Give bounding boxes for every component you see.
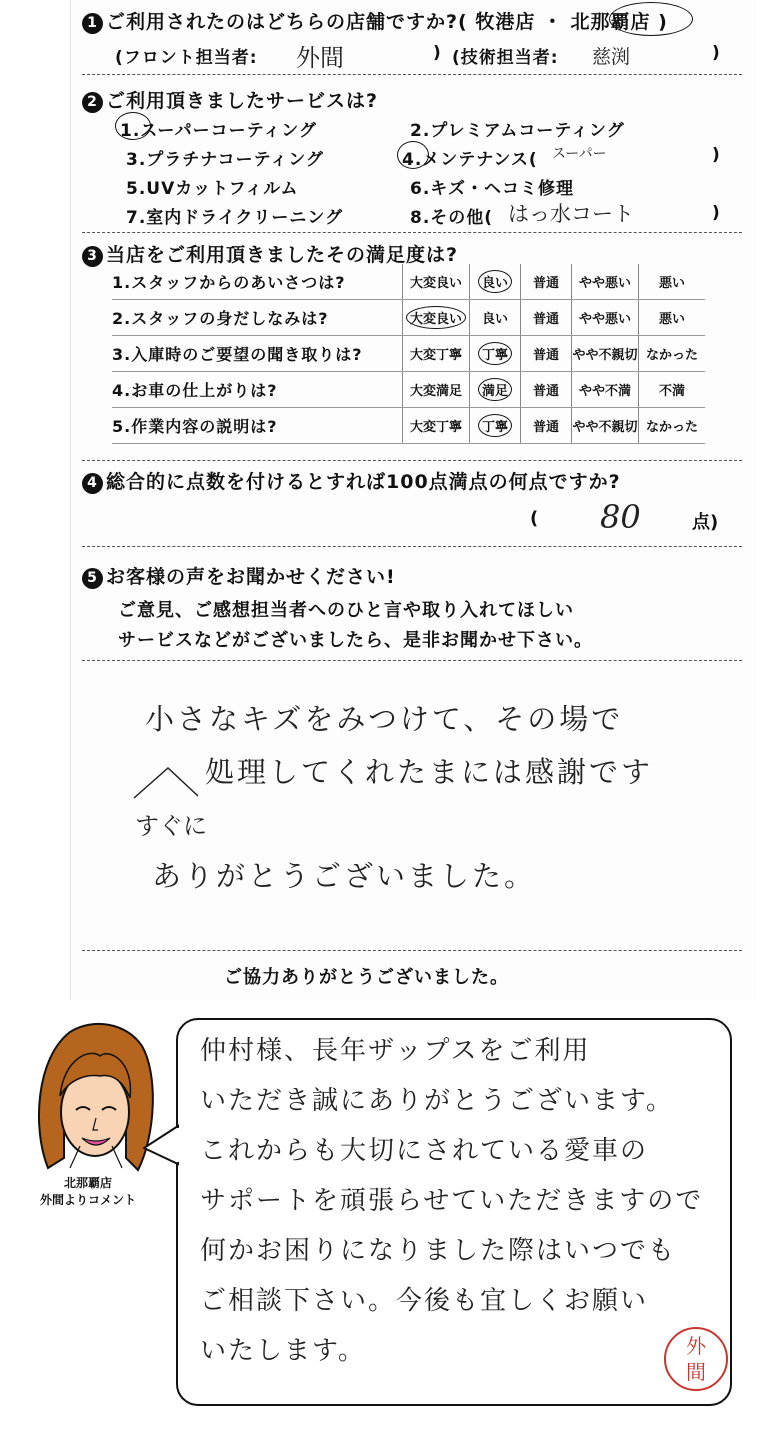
option-label: 普通 bbox=[532, 384, 559, 399]
service-4-handwritten: スーパー bbox=[552, 146, 607, 162]
satisfaction-option bbox=[639, 408, 706, 444]
option-label: 普通 bbox=[532, 276, 559, 291]
selected-option-circle: 丁寧 bbox=[478, 342, 512, 365]
staff-comment-line: ご相談下さい。今後も宜しくお願い bbox=[200, 1286, 649, 1316]
question-5-line2: ご意見、ご感想担当者へのひと言や取り入れてほしい bbox=[118, 600, 574, 621]
selected-option-circle: 良い bbox=[478, 270, 512, 293]
option-label: やや悪い bbox=[578, 276, 631, 291]
option-label: 大変満足 bbox=[409, 384, 462, 399]
option-label: 普通 bbox=[532, 420, 559, 435]
insertion-caret bbox=[132, 762, 202, 802]
satisfaction-option bbox=[639, 300, 706, 336]
question-2-number: 2 bbox=[82, 92, 103, 113]
satisfaction-option bbox=[470, 300, 521, 336]
staff-avatar bbox=[30, 1018, 160, 1173]
satisfaction-question: 3.入庫時のご要望の聞き取りは? bbox=[112, 336, 403, 372]
service-4-close: ) bbox=[712, 145, 721, 165]
staff-comment-line: いたします。 bbox=[200, 1336, 366, 1366]
service-8-close: ) bbox=[712, 203, 721, 223]
staff-comment-line: いただき誠にありがとうございます。 bbox=[200, 1086, 674, 1116]
customer-comment-insert: すぐに bbox=[135, 812, 207, 840]
service-option-6: 6.キズ・ヘコミ修理 bbox=[410, 179, 574, 199]
satisfaction-row bbox=[112, 336, 705, 372]
question-2-text: ご利用頂きましたサービスは? bbox=[106, 90, 379, 112]
bubble-tail bbox=[143, 1124, 181, 1168]
tech-staff-value: 慈渕 bbox=[592, 46, 631, 68]
divider bbox=[82, 74, 742, 75]
satisfaction-option bbox=[639, 264, 706, 300]
option-label: 普通 bbox=[532, 312, 559, 327]
satisfaction-option bbox=[470, 336, 521, 372]
question-1 bbox=[82, 7, 668, 34]
satisfaction-question: 5.作業内容の説明は? bbox=[112, 408, 403, 444]
thanks-text: ご協力ありがとうございました。 bbox=[224, 967, 509, 988]
staff-comment-line: サポートを頑張らせていただきますので bbox=[200, 1186, 704, 1216]
staff-seal-stamp bbox=[664, 1327, 728, 1391]
option-label: 大変丁寧 bbox=[409, 348, 462, 363]
satisfaction-option bbox=[572, 372, 639, 408]
divider bbox=[82, 460, 742, 461]
service-option-8: 8.その他( bbox=[410, 208, 494, 228]
option-label: 悪い bbox=[658, 312, 685, 327]
option-label: なかった bbox=[645, 348, 698, 363]
staff-store: 北那覇店 bbox=[63, 1176, 112, 1190]
option-label: やや不親切 bbox=[572, 348, 638, 363]
satisfaction-option bbox=[572, 264, 639, 300]
satisfaction-question: 1.スタッフからのあいさつは? bbox=[112, 264, 403, 300]
front-staff-value: 外間 bbox=[296, 44, 344, 72]
divider bbox=[82, 950, 742, 951]
selected-option-circle: 大変良い bbox=[406, 306, 466, 329]
satisfaction-option bbox=[639, 336, 706, 372]
satisfaction-option bbox=[521, 336, 572, 372]
question-1-text: ご利用されたのはどちらの店舗ですか?( 牧港店 ・ 北那覇店 ) bbox=[106, 11, 668, 33]
satisfaction-option bbox=[470, 372, 521, 408]
satisfaction-option bbox=[521, 372, 572, 408]
option-label: なかった bbox=[645, 420, 698, 435]
option-label: 悪い bbox=[658, 276, 685, 291]
option-label: 普通 bbox=[532, 348, 559, 363]
service-4-circle bbox=[397, 141, 429, 169]
question-5-line3: サービスなどがございましたら、是非お聞かせ下さい。 bbox=[118, 630, 593, 651]
question-3-number: 3 bbox=[82, 246, 103, 267]
stamp-char-1: 外 bbox=[686, 1334, 706, 1358]
option-label: やや悪い bbox=[578, 312, 631, 327]
service-8-handwritten: はっ水コート bbox=[508, 202, 634, 226]
divider bbox=[82, 660, 742, 661]
satisfaction-question: 2.スタッフの身だしなみは? bbox=[112, 300, 403, 336]
service-option-4: 4.メンテナンス( bbox=[402, 150, 538, 170]
satisfaction-option bbox=[521, 300, 572, 336]
question-4-text: 総合的に点数を付けるとすれば100点満点の何点ですか? bbox=[106, 471, 621, 493]
satisfaction-option bbox=[572, 300, 639, 336]
satisfaction-option bbox=[403, 300, 470, 336]
satisfaction-option bbox=[639, 372, 706, 408]
tech-staff-label: (技術担当者: bbox=[452, 48, 559, 68]
option-label: やや不満 bbox=[578, 384, 631, 399]
score-open: ( bbox=[530, 508, 539, 529]
satisfaction-option bbox=[403, 372, 470, 408]
service-option-2: 2.プレミアムコーティング bbox=[410, 121, 625, 141]
divider bbox=[82, 232, 742, 233]
option-label: 大変丁寧 bbox=[409, 420, 462, 435]
option-label: 大変良い bbox=[409, 276, 462, 291]
staff-label bbox=[20, 1175, 156, 1209]
staff-comment-line: これからも大切にされている愛車の bbox=[200, 1136, 649, 1166]
customer-comment-line2: 処理してくれたまには感謝です bbox=[205, 755, 654, 789]
selected-option-circle: 満足 bbox=[478, 378, 512, 401]
service-option-3: 3.プラチナコーティング bbox=[126, 150, 324, 170]
option-label: 良い bbox=[481, 312, 508, 327]
option-label: 不満 bbox=[658, 384, 685, 399]
question-4-number: 4 bbox=[82, 473, 103, 494]
satisfaction-option bbox=[470, 408, 521, 444]
staff-from: 外間よりコメント bbox=[39, 1193, 136, 1207]
service-1-circle bbox=[115, 112, 151, 140]
satisfaction-question: 4.お車の仕上がりは? bbox=[112, 372, 403, 408]
satisfaction-row bbox=[112, 264, 705, 300]
customer-comment-line1: 小さなキズをみつけて、その場で bbox=[145, 702, 624, 736]
staff-comment-line: 何かお困りになりました際はいつでも bbox=[200, 1236, 677, 1266]
score-unit: 点) bbox=[692, 512, 719, 533]
customer-comment-line3: ありがとうございました。 bbox=[152, 859, 537, 893]
satisfaction-option bbox=[470, 264, 521, 300]
score-value: 80 bbox=[600, 498, 641, 536]
satisfaction-option bbox=[521, 264, 572, 300]
service-option-1: 1.スーパーコーティング bbox=[120, 121, 317, 141]
question-5-number: 5 bbox=[82, 568, 103, 589]
selected-store-circle bbox=[609, 2, 693, 36]
front-staff-close: ) bbox=[433, 43, 442, 63]
question-5-text: お客様の声をお聞かせください! bbox=[106, 566, 396, 588]
satisfaction-row bbox=[112, 300, 705, 336]
question-5 bbox=[82, 562, 396, 589]
satisfaction-option bbox=[403, 408, 470, 444]
service-option-7: 7.室内ドライクリーニング bbox=[126, 208, 344, 228]
satisfaction-option bbox=[572, 336, 639, 372]
service-option-5: 5.UVカットフィルム bbox=[126, 179, 299, 199]
selected-option-circle: 丁寧 bbox=[478, 414, 512, 437]
satisfaction-row bbox=[112, 372, 705, 408]
satisfaction-row bbox=[112, 408, 705, 444]
stamp-char-2: 間 bbox=[686, 1360, 706, 1384]
option-label: やや不親切 bbox=[572, 420, 638, 435]
question-4 bbox=[82, 467, 621, 494]
question-2 bbox=[82, 86, 378, 113]
front-staff-label: (フロント担当者: bbox=[115, 48, 258, 68]
satisfaction-option bbox=[403, 264, 470, 300]
satisfaction-option bbox=[572, 408, 639, 444]
question-3 bbox=[82, 240, 458, 267]
tech-staff-close: ) bbox=[712, 43, 721, 63]
satisfaction-option bbox=[521, 408, 572, 444]
satisfaction-table bbox=[112, 264, 705, 444]
divider bbox=[82, 546, 742, 547]
question-3-text: 当店をご利用頂きましたその満足度は? bbox=[106, 244, 459, 266]
staff-comment-line: 仲村様、長年ザップスをご利用 bbox=[200, 1036, 591, 1066]
satisfaction-option bbox=[403, 336, 470, 372]
question-1-number: 1 bbox=[82, 13, 103, 34]
